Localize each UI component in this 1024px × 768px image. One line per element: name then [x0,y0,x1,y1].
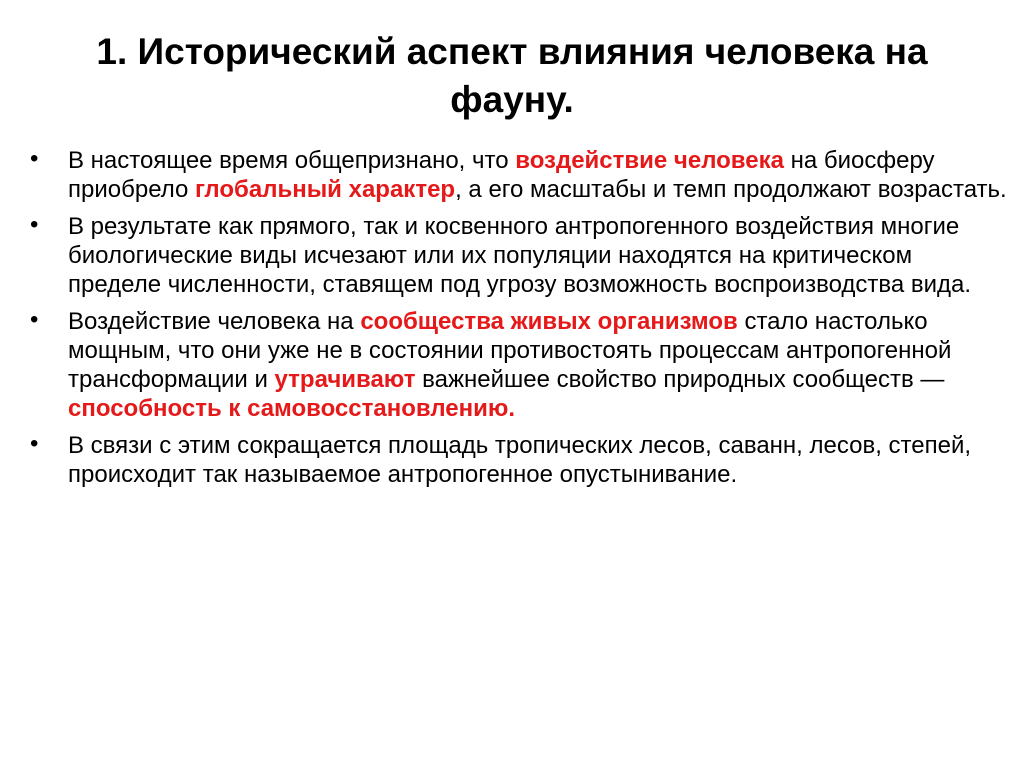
text-segment: В результате как прямого, так и косвенного антропогенного воздействия многие биологические виды исчезают или их популяции находятся на критическом пределе численности, ставящем под угрозу возможность воспроизводства вида. [68,213,972,298]
highlighted-phrase: воздействие человека [515,147,784,174]
highlighted-phrase: глобальный характер [195,176,456,203]
text-segment: стало настолько мощным, что они уже не в состоянии противостоять процессам антропогенной трансформации и [68,308,952,393]
bullet-text [68,432,971,488]
highlighted-phrase: сообщества живых организмов [360,308,738,335]
text-segment: Воздействие человека на [68,308,361,335]
bullet-item [28,431,1008,489]
bullet-item [28,146,1008,204]
bullet-marker-icon: • [30,430,39,457]
bullet-item [28,307,1008,423]
highlighted-phrase: утрачивают [274,366,416,393]
highlighted-phrase: способность к самовосстановлению. [68,395,516,422]
bullet-text [68,147,1007,203]
text-segment: В связи с этим сокращается площадь тропических лесов, саванн, лесов, степей, происходит так называемое антропогенное опустынивание. [68,432,972,488]
text-segment: , а его масштабы и темп продолжают возрастать. [455,176,1007,203]
text-segment: важнейшее свойство природных сообществ — [415,366,945,393]
bullet-item [28,212,1008,299]
bullet-text [68,308,951,422]
text-segment: В настоящее время общепризнано, что [68,147,516,174]
slide-title: 1. Исторический аспект влияния человека на фауну. [96,31,928,120]
bullet-list [28,146,1008,497]
bullet-text [68,213,971,298]
bullet-marker-icon: • [30,145,39,172]
text-segment: на биосферу приобрело [68,147,935,203]
bullet-marker-icon: • [30,306,39,333]
bullet-marker-icon: • [30,211,39,238]
